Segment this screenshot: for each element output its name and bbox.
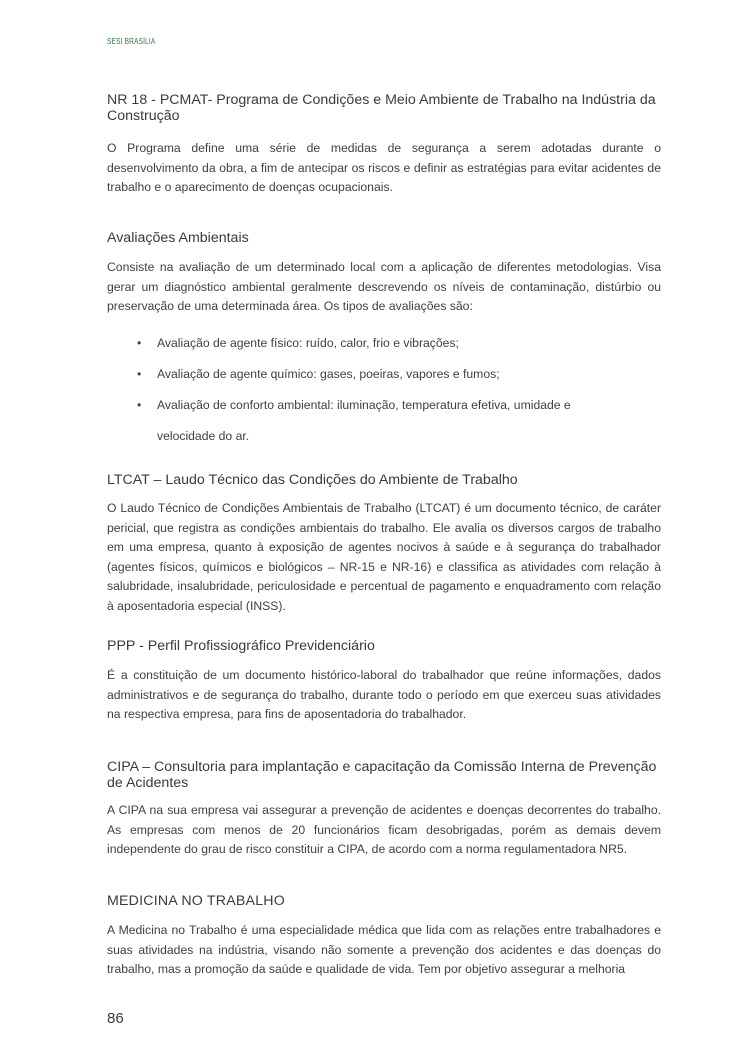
- section-title-ppp: PPP - Perfil Profissiográfico Previdenciário: [107, 638, 375, 654]
- list-item: [137, 334, 661, 354]
- list-item: [137, 365, 661, 385]
- section-title-avaliacoes: Avaliações Ambientais: [107, 230, 249, 246]
- section-body-cipa: A CIPA na sua empresa vai assegurar a prevenção de acidentes e doenças decorrentes do trabalho. As empresas com menos de 20 funcionários ficam desobrigadas, porém as demais devem independente do grau de risco constituir a CIPA, de acordo com a norma regulamentadora NR5.: [107, 803, 661, 856]
- section-body-ppp: É a constituição de um documento histórico-laboral do trabalhador que reúne informações, dados administrativos e de segurança do trabalho, durante todo o período em que exerceu suas atividades na respectiva empresa, para fins de aposentadoria do trabalhador.: [107, 668, 661, 721]
- section-body-ltcat: O Laudo Técnico de Condições Ambientais de Trabalho (LTCAT) é um documento técnico, de caráter pericial, que registra as condições ambientais do trabalho. Ele avalia os diversos cargos de trabalho em uma empresa, quanto à exposição de agentes nocivos à saúde e à segurança do trabalhador (agentes físicos, químicos e biológicos – NR-15 e NR-16) e classifica as atividades com relação à salubridade, insalubridade, periculosidade e percentual de pagamento e enquadramento com relação à aposentadoria especial (INSS).: [107, 501, 661, 613]
- bullet-icon: •: [137, 398, 142, 412]
- bullet-icon: •: [137, 367, 142, 381]
- section-title-cipa: CIPA – Consultoria para implantação e capacitação da Comissão Interna de Prevenção de Acidentes: [107, 759, 657, 791]
- list-item-continuation: velocidade do ar.: [157, 428, 250, 443]
- section-title-medicina: MEDICINA NO TRABALHO: [107, 893, 285, 909]
- list-item: [137, 396, 661, 446]
- list-item-text: Avaliação de agente físico: ruído, calor, frio e vibrações;: [157, 336, 459, 350]
- section-body-avaliacoes: Consiste na avaliação de um determinado local com a aplicação de diferentes metodologias. Visa gerar um diagnóstico ambiental geralmente descrevendo os níveis de contaminação, distúrbio ou preservação de uma determinada área. Os tipos de avaliações são:: [107, 260, 661, 313]
- page-number: 86: [107, 1010, 124, 1027]
- section-title-nr18: NR 18 - PCMAT- Programa de Condições e Meio Ambiente de Trabalho na Indústria da Construção: [107, 92, 656, 124]
- section-body-nr18: O Programa define uma série de medidas de segurança a serem adotadas durante o desenvolvimento da obra, a fim de antecipar os riscos e definir as estratégias para evitar acidentes de trabalho e o aparecimento de doenças ocupacionais.: [107, 141, 661, 194]
- section-title-ltcat: LTCAT – Laudo Técnico das Condições do Ambiente de Trabalho: [107, 472, 518, 488]
- evaluation-types-list: [137, 334, 661, 458]
- running-header: SESI BRASÍLIA: [107, 37, 156, 46]
- list-item-text: Avaliação de conforto ambiental: iluminação, temperatura efetiva, umidade e: [157, 398, 571, 412]
- section-body-medicina: A Medicina no Trabalho é uma especialidade médica que lida com as relações entre trabalhadores e suas atividades na indústria, visando não somente a prevenção dos acidentes e das doenças do trabalho, mas a promoção da saúde e qualidade de vida. Tem por objetivo assegurar a melhoria: [107, 923, 661, 976]
- bullet-icon: •: [137, 336, 142, 350]
- list-item-text: Avaliação de agente químico: gases, poeiras, vapores e fumos;: [157, 367, 500, 381]
